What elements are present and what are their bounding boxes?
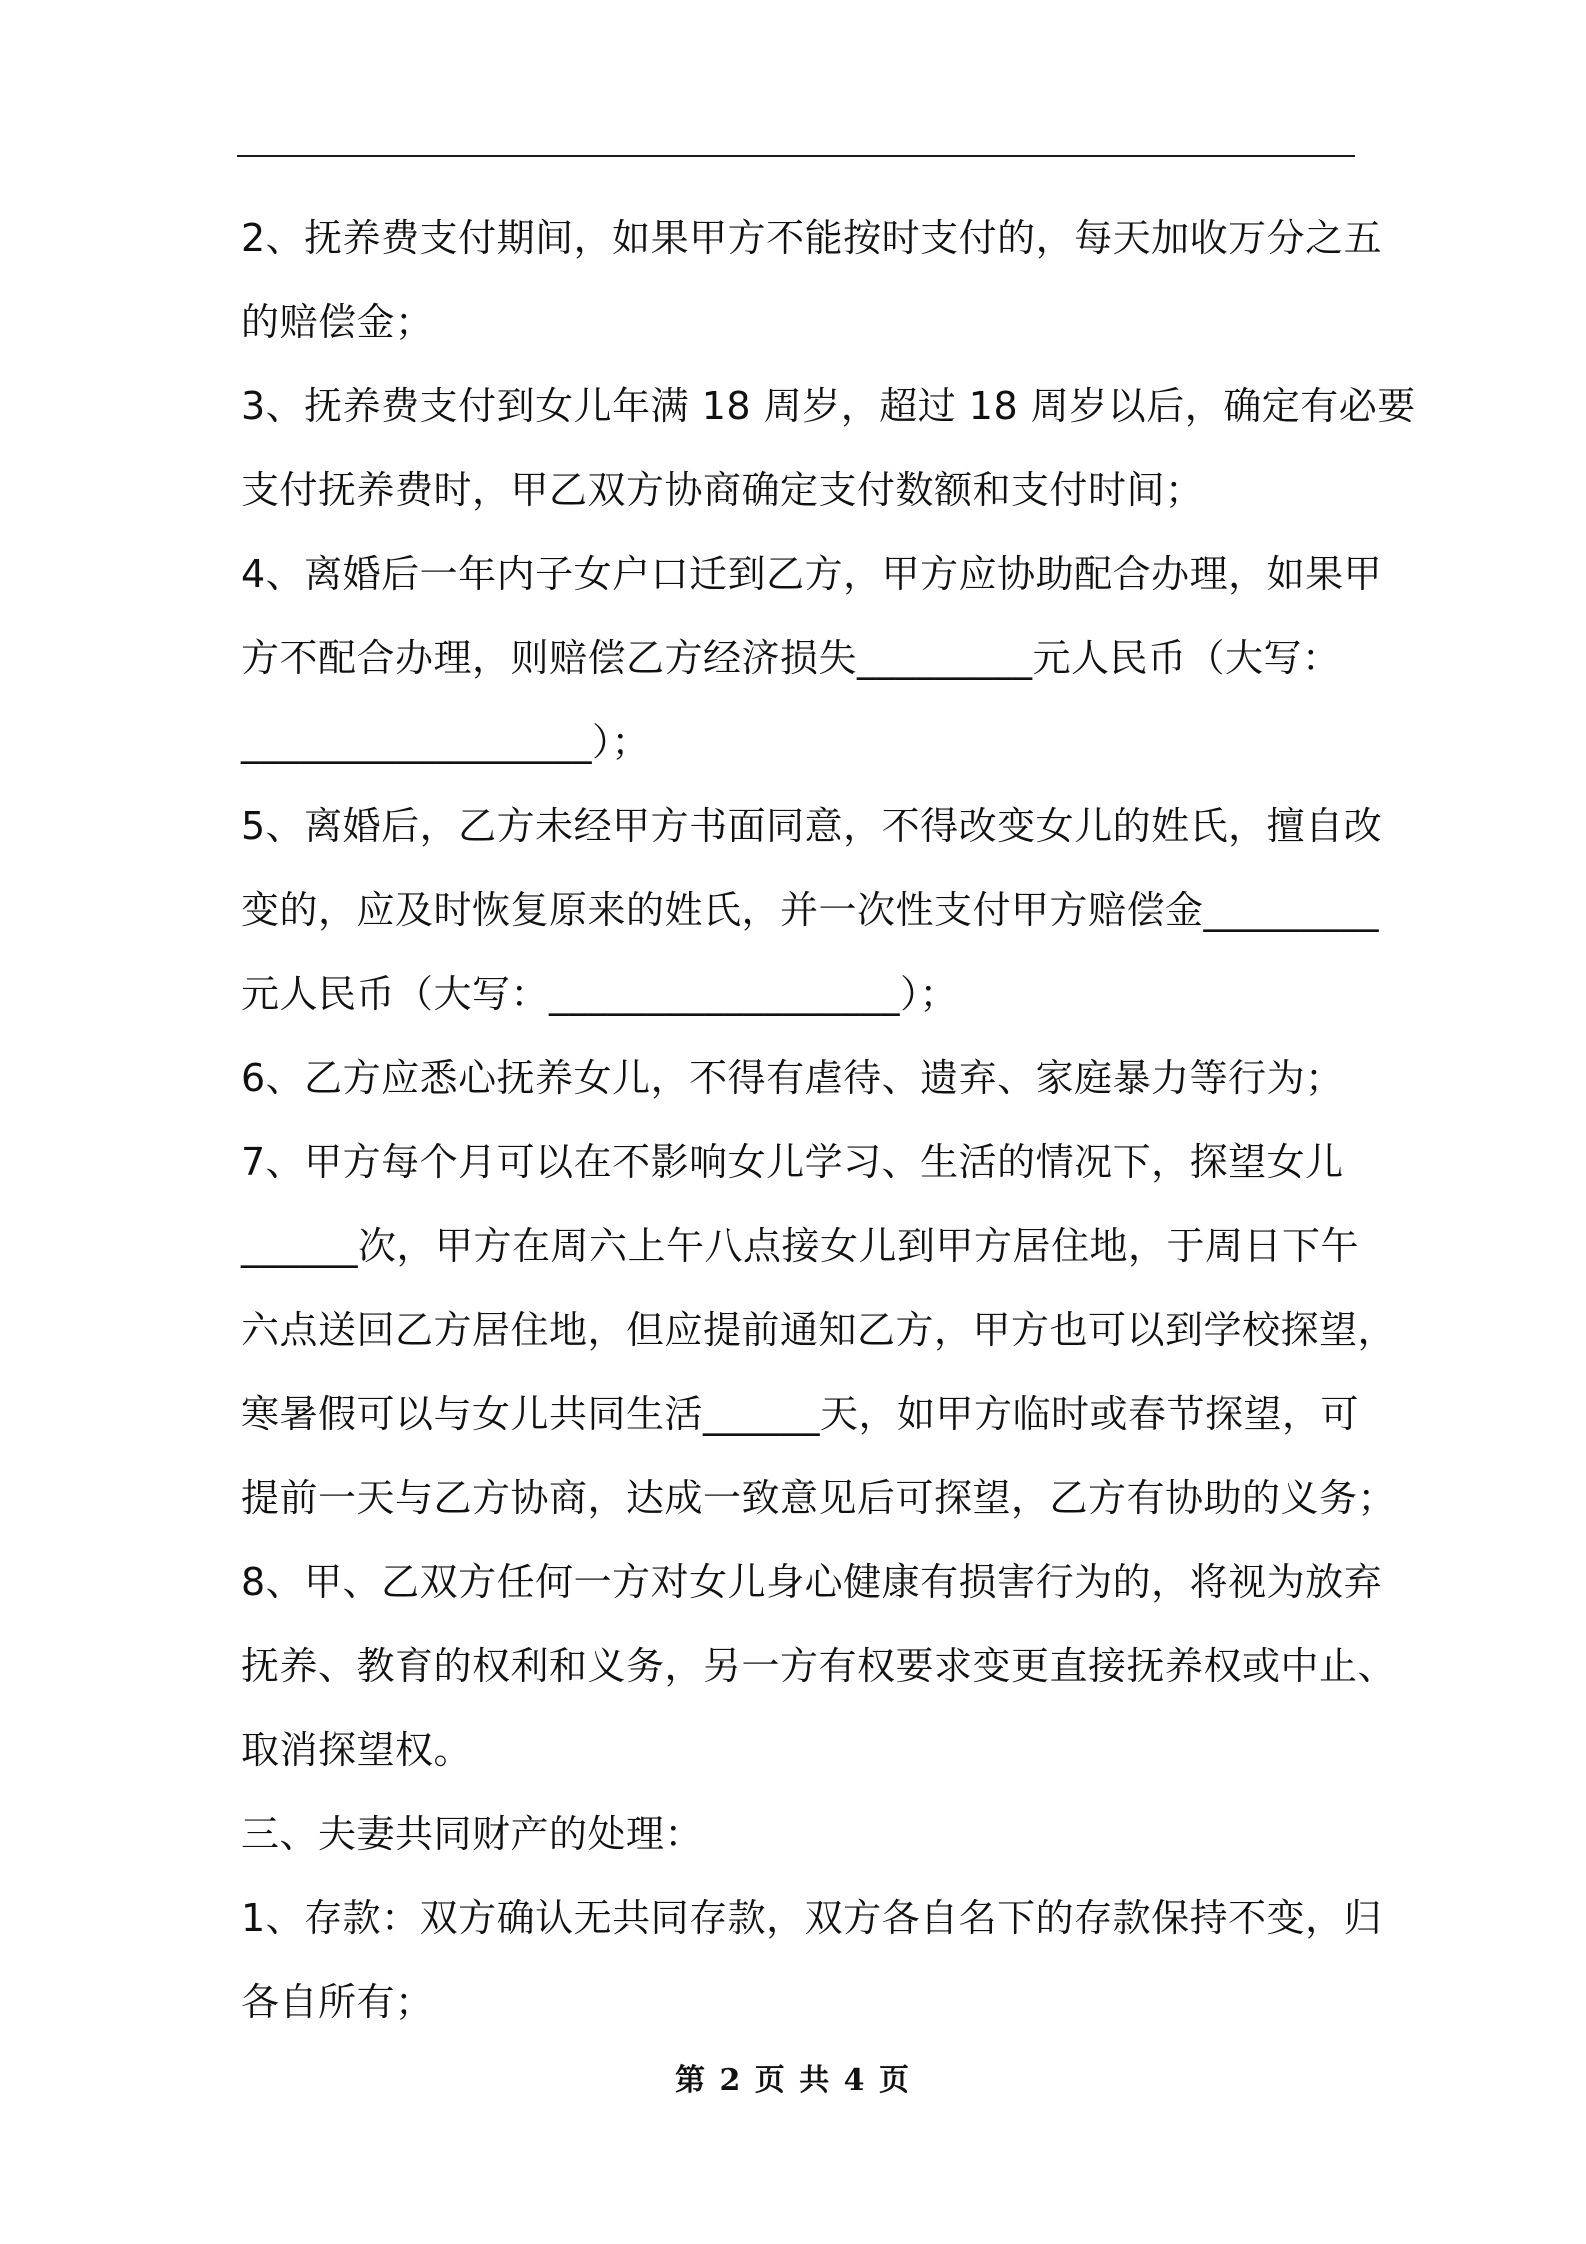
header-rule <box>237 155 1355 157</box>
text-line: 各自所有； <box>241 1980 434 2024</box>
text-line: 1、存款：双方确认无共同存款，双方各自名下的存款保持不变，归 <box>241 1896 1383 1940</box>
text-line: 4、离婚后一年内子女户口迁到乙方，甲方应协助配合办理，如果甲 <box>241 552 1383 596</box>
text-line: ______次，甲方在周六上午八点接女儿到甲方居住地，于周日下午 <box>241 1224 1360 1268</box>
text-line: 六点送回乙方居住地，但应提前通知乙方，甲方也可以到学校探望， <box>241 1308 1397 1352</box>
text-line: 元人民币（大写：__________________）； <box>241 972 959 1016</box>
text-line: 7、甲方每个月可以在不影响女儿学习、生活的情况下，探望女儿 <box>241 1140 1344 1184</box>
text-line: 变的，应及时恢复原来的姓氏，并一次性支付甲方赔偿金_________ <box>241 888 1380 932</box>
text-line: __________________）； <box>241 720 651 764</box>
text-line: 寒暑假可以与女儿共同生活______天，如甲方临时或春节探望，可 <box>241 1392 1360 1436</box>
text-line: 3、抚养费支付到女儿年满 18 周岁，超过 18 周岁以后，确定有必要 <box>241 384 1416 428</box>
text-line: 提前一天与乙方协商，达成一致意见后可探望，乙方有协助的义务； <box>241 1476 1397 1520</box>
text-line: 8、甲、乙双方任何一方对女儿身心健康有损害行为的，将视为放弃 <box>241 1560 1383 1604</box>
text-line: 支付抚养费时，甲乙双方协商确定支付数额和支付时间； <box>241 468 1204 512</box>
text-line: 6、乙方应悉心抚养女儿，不得有虐待、遗弃、家庭暴力等行为； <box>241 1056 1344 1100</box>
text-line: 2、抚养费支付期间，如果甲方不能按时支付的，每天加收万分之五 <box>241 216 1383 260</box>
text-line: 的赔偿金； <box>241 300 434 344</box>
text-line: 抚养、教育的权利和义务，另一方有权要求变更直接抚养权或中止、 <box>241 1644 1397 1688</box>
text-line: 取消探望权。 <box>241 1728 473 1772</box>
document-body <box>241 196 1416 2044</box>
page-number: 第 2 页 共 4 页 <box>675 2063 911 2098</box>
text-line: 方不配合办理，则赔偿乙方经济损失_________元人民币（大写： <box>241 636 1341 680</box>
text-line: 5、离婚后，乙方未经甲方书面同意，不得改变女儿的姓氏，擅自改 <box>241 804 1383 848</box>
section-heading: 三、夫妻共同财产的处理： <box>241 1812 704 1856</box>
